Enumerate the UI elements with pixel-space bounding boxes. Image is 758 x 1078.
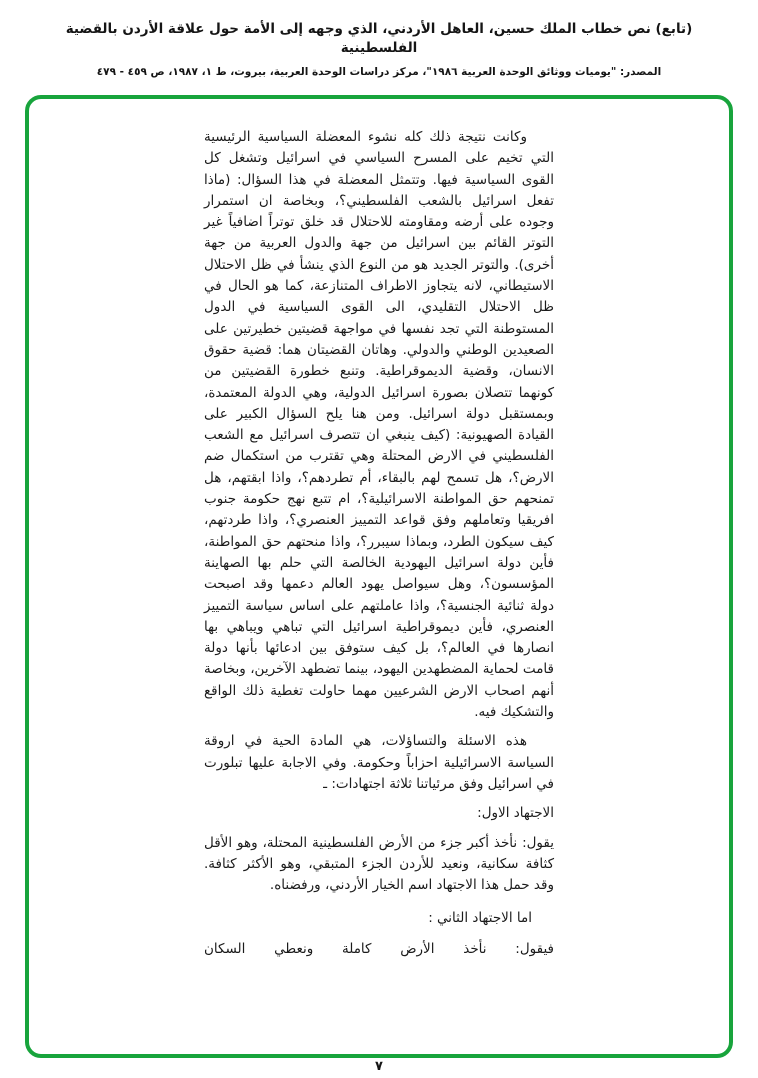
paragraph-first-opinion: يقول: نأخذ أكبر جزء من الأرض الفلسطينية المحتلة، وهو الأقل كثافة سكانية، ونعيد للأردن الجزء المتبقي، وهو الأكثر كثافة. وقد حمل هذا الاجتهاد اسم الخيار الأردني، ورفضناه. <box>204 834 554 894</box>
page-number: ٧ <box>375 1059 383 1074</box>
document-header <box>0 0 758 78</box>
document-title: (تابع) نص خطاب الملك حسين، العاهل الأردني، الذي وجهه إلى الأمة حول علاقة الأردن بالقضية الفلسطينية <box>65 21 693 56</box>
paragraph-three-opinions-intro: هذه الاسئلة والتساؤلات، هي المادة الحية في اروقة السياسة الاسرائيلية احزاباً وحكومة. وفي الاجابة عليها تبلورت في اسرائيل وفق مرئياتنا ثلاثة اجتهادات: ـ <box>204 733 554 792</box>
heading-second-opinion: اما الاجتهاد الثاني : <box>428 910 532 927</box>
document-source-line: المصدر: "يوميات ووثائق الوحدة العربية ١٩٨٦"، مركز دراسات الوحدة العربية، بيروت، ط ١، ١٩٨٧، ص ٤٥٩ - ٤٧٩ <box>96 65 662 78</box>
paragraph-main-dilemma: وكانت نتيجة ذلك كله نشوء المعضلة السياسية الرئيسية التي تخيم على المسرح السياسي في اسرائيل وتشغل كل القوى السياسية فيها. وتتمثل المعضلة في هذا السؤال: (ماذا تفعل اسرائيل بالشعب الفلسطيني؟، وبخاصة ان استمرار وجوده على أرضه ومقاومته للاحتلال قد خلق توتراً اضافياً غير التوتر القائم بين اسرائيل من جهة والدول العربية من جهة أخرى). والتوتر الجديد هو من النوع الذي ينشأ في ظل الاحتلال الاستيطاني، لانه يتجاوز الاطراف المتنازعة، كما هو الحال في ظل الاحتلال التقليدي، الى القوى السياسية في الدول المستوطنة التي تجد نفسها في مواجهة قضيتين خطيرتين على الصعيدين الوطني والدولي. وهاتان القضيتان هما: قضية حقوق الانسان، وقضية الديموقراطية. وتنبع خطورة القضيتين من كونهما تتصلان بصورة اسرائيل الدولية، وهي الدولة المعتمدة، وبمستقبل دولة اسرائيل. ومن هنا يلح السؤال الكبير على القيادة الصهيونية: (كيف ينبغي ان تتصرف اسرائيل مع الشعب الفلسطيني في الارض المحتلة وهي تقترب من استكمال ضم الارض؟، هل تسمح لهم بالبقاء، أم تطردهم؟، واذا ابقتهم، هل تمنحهم حق المواطنة الاسرائيلية؟، ام تتبع نهج حكومة جنوب افريقيا وتعاملهم وفق قواعد التمييز العنصري؟، واذا طردتهم، كيف سيكون الطرد، وبماذا سيبرر؟، واذا منحتهم حق المواطنة، فأين دولة اسرائيل اليهودية الخالصة التي حلم بها الصهاينة المؤسسون؟، وهل سيواصل يهود العالم دعمها وقد اصبحت دولة ثنائية الجنسية؟، واذا عاملتهم على اساس سياسة التمييز العنصري، فأين ديموقراطية اسرائيل التي تباهي ويباهي بها انصارها في العالم؟، بل كيف ستوفق بين ادعائها بأنها دولة قامت لحماية المضطهدين اليهود، بينما تضطهد الآخرين، وبخاصة أنهم اصحاب الارض الشرعيين مهما حاولت تغطية ذلك الواقع والتشكيك فيه. <box>204 129 554 721</box>
heading-first-opinion: الاجتهاد الاول: <box>477 805 554 822</box>
green-frame <box>25 95 733 1058</box>
body-text-column <box>204 127 554 960</box>
paragraph-second-opinion: فيقول: نأخذ الأرض كاملة ونعطي السكان <box>204 940 554 957</box>
